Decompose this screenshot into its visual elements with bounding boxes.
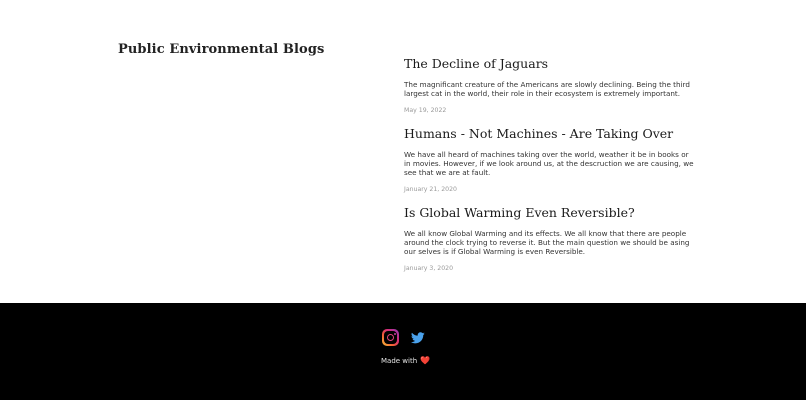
post-title-link[interactable]: Humans - Not Machines - Are Taking Over [404, 126, 674, 141]
post-title-link[interactable]: Is Global Warming Even Reversible? [404, 205, 635, 220]
post-date: May 19, 2022 [404, 107, 447, 114]
page-title: Public Environmental Blogs [118, 42, 325, 57]
post-date: January 21, 2020 [404, 186, 457, 193]
blog-post [404, 205, 694, 272]
instagram-icon[interactable] [382, 329, 399, 346]
post-excerpt: We have all heard of machines taking over the world, weather it be in books or in movies. However, if we look around us, at the descruction we are causing, we see that we are at fault. [404, 150, 694, 177]
made-with-credit [381, 357, 430, 365]
post-excerpt: We all know Global Warming and its effects. We all know that there are people around the clock trying to reverse it. But the main question we should be asing our selves is if Global Warming is even Reversible. [404, 229, 690, 256]
heart-icon: ❤️ [420, 356, 431, 365]
blog-post [404, 56, 694, 114]
post-excerpt: The magnificant creature of the Americans are slowly declining. Being the third largest cat in the world, their role in their ecosystem is extremely important. [404, 80, 690, 98]
social-links [382, 329, 425, 346]
post-title-link[interactable]: The Decline of Jaguars [404, 56, 549, 71]
footer [0, 303, 806, 400]
made-with-text: Made with [381, 357, 418, 365]
blog-post-list [404, 56, 694, 284]
blog-post [404, 126, 694, 193]
post-date: January 3, 2020 [404, 265, 454, 272]
twitter-icon[interactable] [411, 332, 425, 344]
